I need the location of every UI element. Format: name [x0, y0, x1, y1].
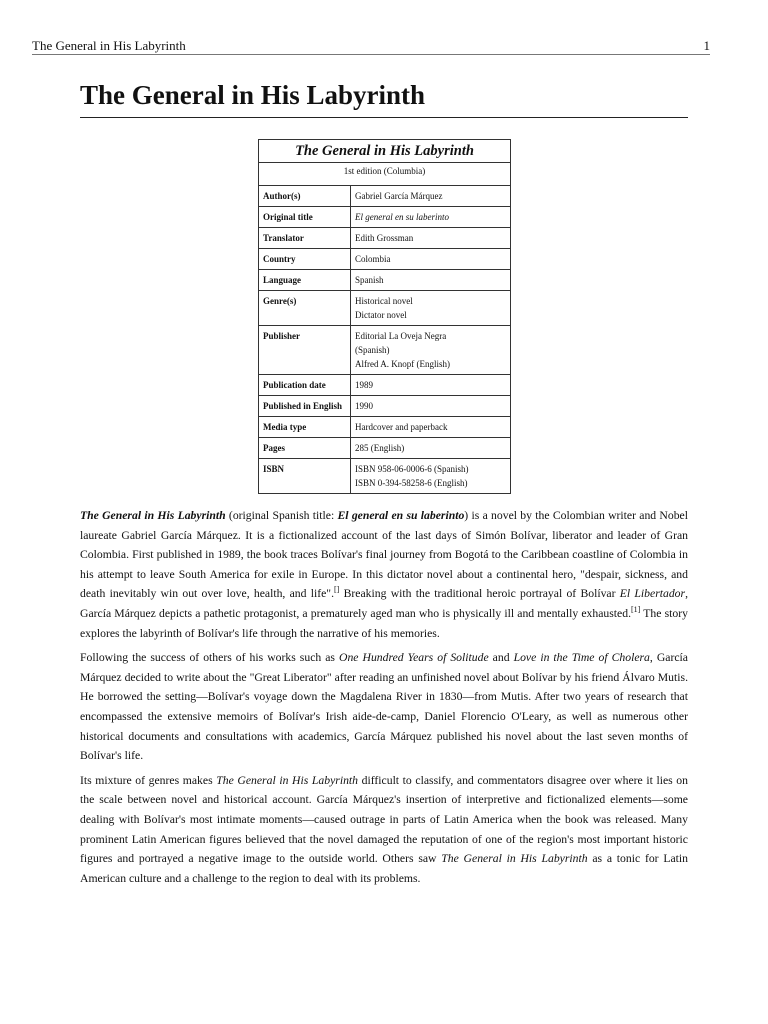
- infobox-value: [351, 291, 510, 325]
- infobox-label: Published in English: [259, 396, 351, 416]
- text-run: , García Márquez decided to write about the "Great Liberator" after reading an unfinished novel about Bolívar by his friend Álvaro Mutis. He borrowed the setting―Bolívar's voyage down the Magdalena River in 1830―from Mutis. After two years of research that encompassed the extensive memoirs of Bolívar's Irish aide-de-camp, Daniel Florencio O'Leary, as well as numerous other historical documents and consultations with academics, García Márquez published his novel about the last seven months of Bolívar's life.: [80, 651, 688, 763]
- work-title-emphasis: Love in the Time of Cholera: [513, 651, 650, 665]
- title-emphasis: The General in His Labyrinth: [441, 852, 588, 866]
- infobox-value-line: Alfred A. Knopf (English): [355, 359, 450, 369]
- infobox-row-published-in-english: [259, 396, 510, 417]
- infobox-row-isbn: [259, 459, 510, 493]
- article: [80, 78, 688, 893]
- infobox-value-line: Historical novel: [355, 296, 413, 306]
- infobox-label: Language: [259, 270, 351, 290]
- original-title-emphasis: El general en su laberinto: [337, 509, 465, 522]
- infobox-row-original-title: [259, 207, 510, 228]
- infobox-value: [351, 417, 510, 437]
- text-run: Following the success of others of his works such as: [80, 651, 340, 665]
- infobox-value-line: ISBN 0-394-58258-6 (English): [355, 478, 468, 488]
- infobox-value-line: Colombia: [355, 254, 391, 264]
- infobox-label: Genre(s): [259, 291, 351, 325]
- infobox-value: [351, 207, 510, 227]
- infobox-value: [351, 459, 510, 493]
- infobox-label: Translator: [259, 228, 351, 248]
- infobox-value: [351, 228, 510, 248]
- infobox-value-line: El general en su laberinto: [355, 212, 449, 222]
- infobox-row-media-type: [259, 417, 510, 438]
- citation-link[interactable]: []: [334, 585, 340, 595]
- infobox-row-author: [259, 186, 510, 207]
- title-emphasis: The General in His Labyrinth: [80, 509, 226, 522]
- paragraph-1: [80, 506, 688, 643]
- infobox-value: [351, 270, 510, 290]
- page-number: 1: [703, 38, 710, 53]
- text-run: ) is a novel by the Colombian writer and Nobel laureate Gabriel García Márquez. It is a fictionalized account of the last days of Simón Bolívar, liberator and leader of Gran Colombia. First published in 1989, the book traces Bolívar's final journey from Bogotá to the Caribbean coastline of Colombia in his attempt to leave South America for exile in Europe. In this dictator novel about a continental hero, "despair, sickness, and death inevitably win out over love, health, and life".: [80, 509, 688, 601]
- work-title-emphasis: One Hundred Years of Solitude: [339, 651, 489, 665]
- paragraph-2: [80, 648, 688, 766]
- infobox-row-language: [259, 270, 510, 291]
- infobox-label: Publication date: [259, 375, 351, 395]
- infobox-value-line: ISBN 958-06-0006-6 (Spanish): [355, 464, 469, 474]
- infobox-label: Pages: [259, 438, 351, 458]
- text-run: (original Spanish title:: [225, 509, 338, 522]
- infobox-value-line: Gabriel García Márquez: [355, 191, 443, 201]
- infobox-value: [351, 186, 510, 206]
- infobox-value-line: Edith Grossman: [355, 233, 414, 243]
- text-run: Breaking with the traditional heroic portrayal of Bolívar: [339, 587, 620, 601]
- infobox-value: [351, 396, 510, 416]
- infobox-value-line: Hardcover and paperback: [355, 422, 448, 432]
- infobox-label: Country: [259, 249, 351, 269]
- infobox-row-country: [259, 249, 510, 270]
- infobox-row-translator: [259, 228, 510, 249]
- infobox-value: [351, 375, 510, 395]
- infobox-row-genre: [259, 291, 510, 326]
- infobox-value-line: Dictator novel: [355, 310, 407, 320]
- infobox-label: Media type: [259, 417, 351, 437]
- infobox-value-line: 285 (English): [355, 443, 405, 453]
- text-run: and: [488, 651, 514, 665]
- infobox-value: [351, 438, 510, 458]
- epithet-emphasis: El Libertador: [619, 587, 686, 601]
- infobox-row-publication-date: [259, 375, 510, 396]
- infobox-label: Original title: [259, 207, 351, 227]
- paragraph-3: [80, 771, 688, 889]
- article-body: [80, 506, 688, 888]
- infobox-value-line: (Spanish): [355, 345, 390, 355]
- infobox-label: Publisher: [259, 326, 351, 374]
- infobox-row-pages: [259, 438, 510, 459]
- infobox-title: The General in His Labyrinth: [259, 140, 510, 163]
- text-run: difficult to classify, and commentators disagree over where it lies on the scale between novel and historical account. García Márquez's insertion of interpretive and fictionalized elements―some dealing with Bolívar's most intimate moments―caused outrage in parts of Latin America when the book was released. Many prominent Latin American figures believed that the novel damaged the reputation of one of the region's most important historic figures and portrayed a negative image to the outside world. Others saw: [80, 773, 688, 866]
- infobox-caption: 1st edition (Columbia): [259, 163, 510, 186]
- infobox-row-publisher: [259, 326, 510, 375]
- infobox-label: ISBN: [259, 459, 351, 493]
- infobox-value-line: 1990: [355, 401, 373, 411]
- text-run: Its mixture of genres makes: [80, 773, 217, 787]
- infobox-value-line: Spanish: [355, 275, 384, 285]
- text-run: as a tonic for Latin American culture and a challenge to the region to deal with its problems.: [80, 852, 688, 885]
- infobox-label: Author(s): [259, 186, 351, 206]
- running-title: The General in His Labyrinth: [32, 38, 186, 53]
- text-run: , García Márquez depicts a pathetic protagonist, a prematurely aged man who is physically ill and mentally exhausted.: [80, 587, 688, 620]
- infobox-value: [351, 326, 510, 374]
- title-emphasis: The General in His Labyrinth: [216, 773, 358, 787]
- running-header: [32, 37, 710, 55]
- page-title: The General in His Labyrinth: [80, 78, 688, 118]
- infobox: [258, 139, 511, 494]
- citation-link[interactable]: [1]: [631, 604, 641, 614]
- infobox-value-line: Editorial La Oveja Negra: [355, 331, 447, 341]
- infobox-value: [351, 249, 510, 269]
- text-run: The story explores the labyrinth of Bolívar's life through the narrative of his memories.: [80, 606, 688, 640]
- infobox-value-line: 1989: [355, 380, 373, 390]
